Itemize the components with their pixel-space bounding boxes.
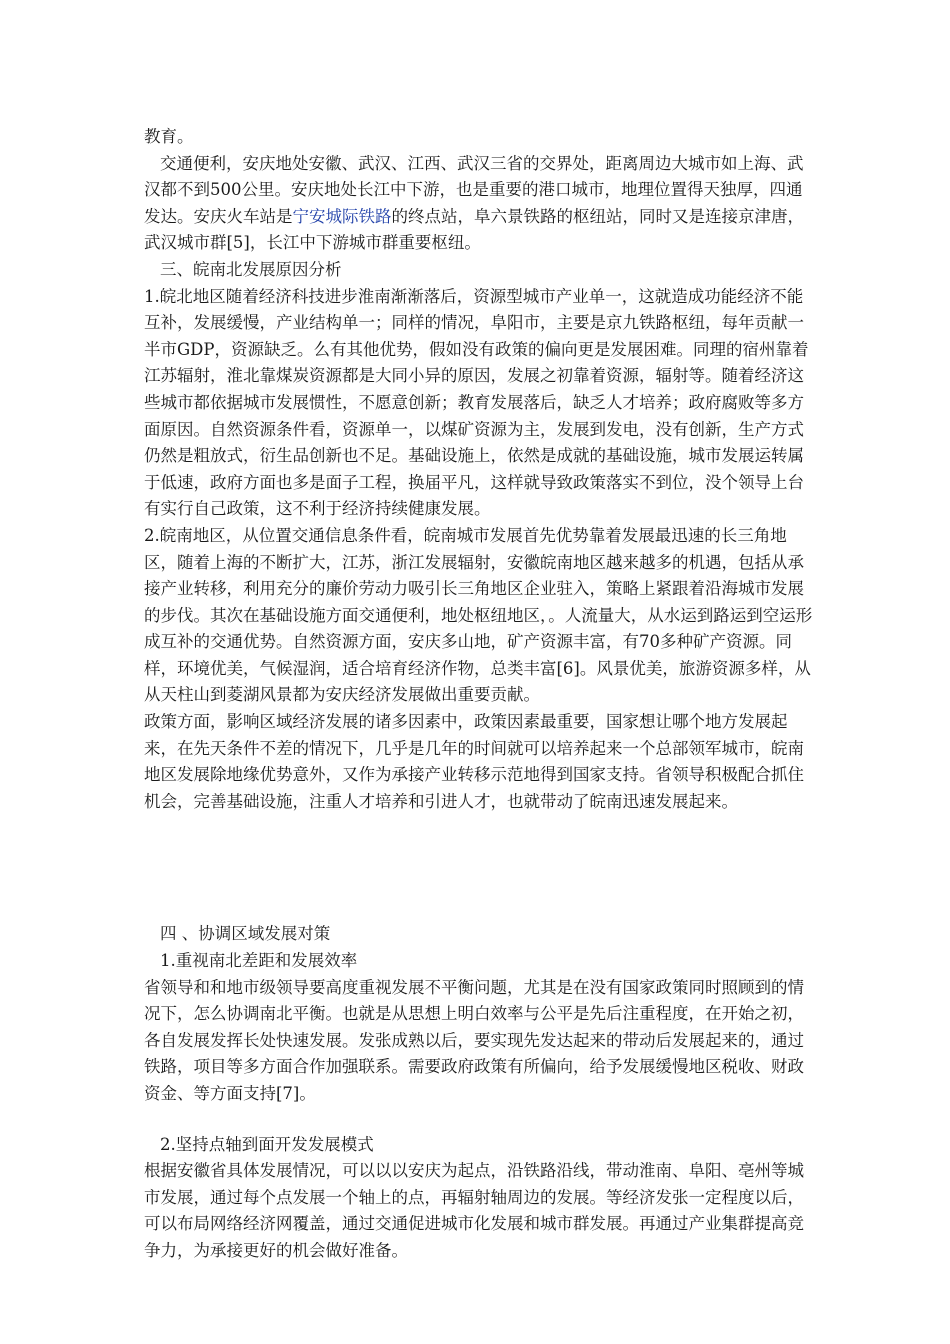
paragraph-south-analysis: 2.皖南地区，从位置交通信息条件看，皖南城市发展首先优势靠着发展最迅速的长三角地区，随着上海的不断扩大，江苏，浙江发展辐射，安徽皖南地区越来越多的机遇，包括从承接产业转移，利用充分的廉价劳动力吸引长三角地区企业驻入，策略上紧跟着沿海城市发展的步伐。其次在基础设施方面交通便利，地处枢纽地区，。人流量大，从水运到路运到空运形成互补的交通优势。自然资源方面，安庆多山地，矿产资源丰富，有70多种矿产资源。同样，环境优美，气候湿润，适合培育经济作物，总类丰富[6]。风景优美，旅游资源多样，从从天柱山到菱湖风景都为安庆经济发展做出重要贡献。: [144, 525, 813, 705]
paragraph-north-analysis: 1.皖北地区随着经济科技进步淮南渐渐落后，资源型城市产业单一，这就造成功能经济不能互补，发展缓慢，产业结构单一；同样的情况，阜阳市，主要是京九铁路枢纽，每年贡献一半市GDP，资源缺乏。么有其他优势，假如没有政策的偏向更是发展困难。同理的宿州靠着江苏辐射，淮北靠煤炭资源都是大同小异的原因，发展之初靠着资源，辐射等。随着经济这些城市都依据城市发展惯性，不愿意创新；教育发展落后，缺乏人才培养；政府腐败等多方面原因。自然资源条件看，资源单一，以煤矿资源为主，发展到发电，没有创新，生产方式仍然是粗放式，衍生品创新也不足。基础设施上，依然是成就的基础设施，城市发展运转属于低速，政府方面也多是面子工程，换届平凡，这样就导致政策落实不到位，没个领导上台有实行自己政策，这不利于经济持续健康发展。: [144, 286, 809, 519]
railway-link[interactable]: 宁安城际铁路: [292, 206, 392, 226]
paragraph-point-axis: 根据安徽省具体发展情况，可以以以安庆为起点，沿铁路沿线，带动淮南、阜阳、亳州等城市发展，通过每个点发展一个轴上的点，再辐射轴周边的发展。等经济发张一定程度以后，可以布局网络经济网覆盖，通过交通促进城市化发展和城市群发展。再通过产业集群提高竞争力，为承接更好的机会做好准备。: [144, 1161, 804, 1260]
subheading-4-1: 1.重视南北差距和发展效率: [160, 951, 358, 971]
section-heading-4: 四 、协调区域发展对策: [160, 924, 331, 944]
paragraph-transportation-text-1: 交通便利，安庆地处安徽、武汉、江西、武汉三省的交界处，距离周边大城市如上海、武汉都不到500公里。安庆地处长江中下游，也是重要的港口城市，地理位置得天独厚，四通发达。安庆火车站是: [144, 153, 804, 226]
paragraph-policy: 政策方面，影响区域经济发展的诸多因素中，政策因素最重要，国家想让哪个地方发展起来，在先天条件不差的情况下，几乎是几年的时间就可以培养起来一个总部领军城市，皖南地区发展除地缘优势意外，又作为承接产业转移示范地得到国家支持。省领导积极配合抓住机会，完善基础设施，注重人才培养和引进人才，也就带动了皖南迅速发展起来。: [144, 712, 804, 811]
paragraph-transportation: [144, 151, 816, 257]
blank-space-small: [144, 1108, 816, 1132]
paragraph-education-end: 教育。: [144, 127, 194, 146]
paragraph-transportation-text-2: 的终点站，阜六景铁路的枢纽站，同时又是连接京津唐，武汉城市群[5]，长江中下游城市群重要枢纽。: [144, 206, 804, 253]
blank-space: [144, 815, 816, 921]
section-heading-3: 三、皖南北发展原因分析: [160, 259, 342, 279]
document-body: [144, 124, 816, 1265]
paragraph-balance: 省领导和和地市级领导要高度重视发展不平衡问题，尤其是在没有国家政策同时照顾到的情况下，怎么协调南北平衡。也就是从思想上明白效率与公平是先后注重程度，在开始之初，各自发展发挥长处快速发展。发张成熟以后，要实现先发达起来的带动后发展起来的，通过铁路，项目等多方面合作加强联系。需要政府政策有所偏向，给予发展缓慢地区税收、财政资金、等方面支持[7]。: [144, 977, 804, 1103]
subheading-4-2: 2.坚持点轴到面开发发展模式: [160, 1134, 374, 1154]
